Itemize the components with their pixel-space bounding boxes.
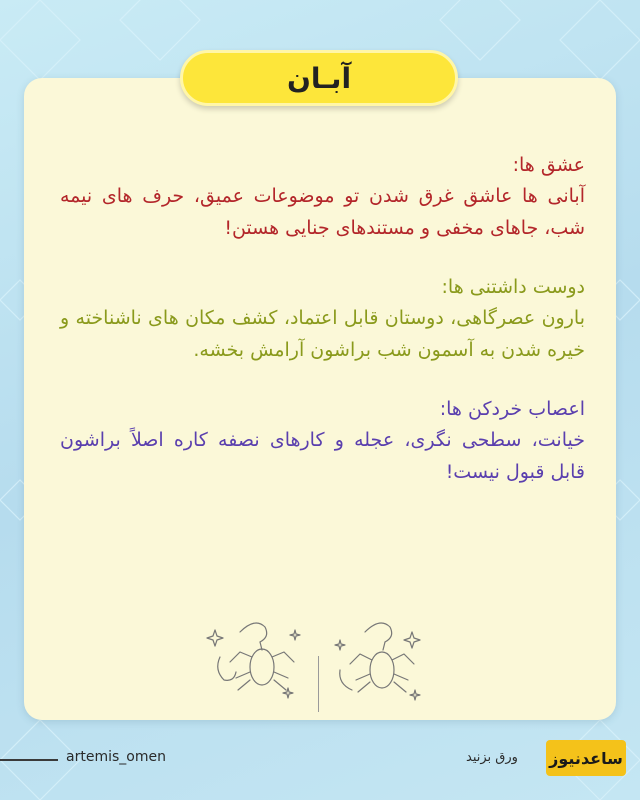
section-annoyances xyxy=(60,394,585,488)
section-text: خیانت، سطحی نگری، عجله و کارهای نصفه کاره اصلاً براشون قابل قبول نیست! xyxy=(60,429,585,483)
section-heading: عشق ها: xyxy=(512,154,585,176)
instagram-handle: artemis_omen xyxy=(66,749,166,765)
scorpion-right-icon xyxy=(340,623,414,692)
swipe-hint: ورق بزنید xyxy=(466,750,518,765)
section-loves xyxy=(60,150,585,244)
footer-line xyxy=(0,759,58,761)
section-heading: اعصاب خردکن ها: xyxy=(439,398,585,420)
content-body xyxy=(60,150,585,516)
scorpion-left-icon xyxy=(218,623,294,690)
section-text: بارون عصرگاهی، دوستان قابل اعتماد، کشف مکان های ناشناخته و خیره شدن به آسمون شب براشون آرامش بخشه. xyxy=(60,307,585,361)
section-likes xyxy=(60,272,585,366)
scorpion-illustration xyxy=(200,612,440,712)
divider xyxy=(318,656,319,712)
section-heading: دوست داشتنی ها: xyxy=(441,276,585,298)
page-title: آبـان xyxy=(180,50,458,106)
brand-logo: ساعدنیوز xyxy=(546,740,626,776)
section-text: آبانی ها عاشق غرق شدن تو موضوعات عمیق، حرف های نیمه شب، جاهای مخفی و مستندهای جنایی هستن! xyxy=(60,185,585,239)
